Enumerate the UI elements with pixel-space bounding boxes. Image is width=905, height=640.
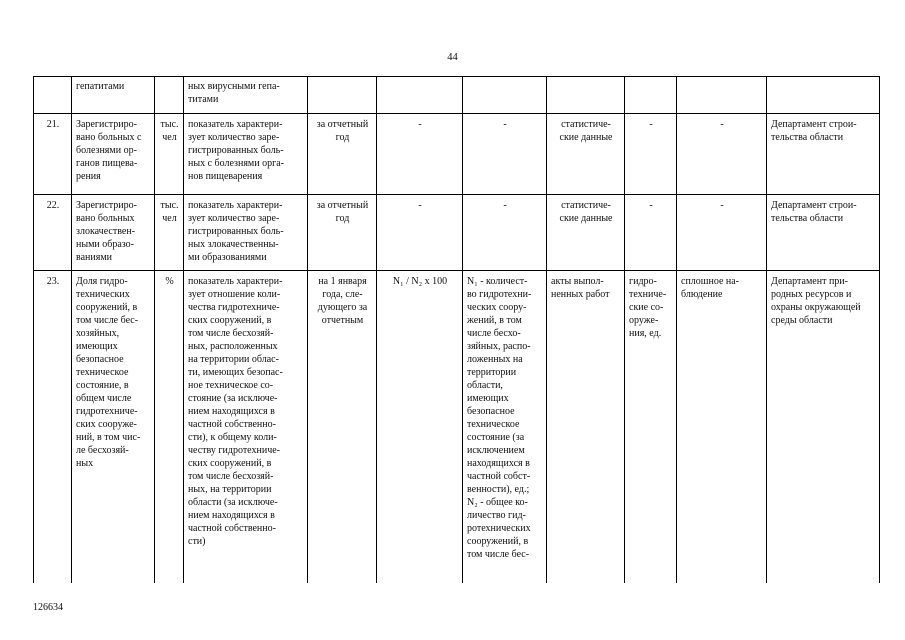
page-number: 44 (447, 52, 458, 63)
cell-source: статистиче- ские данные (547, 195, 625, 271)
cell-unit: тыс. чел (155, 114, 184, 195)
cell-source (547, 77, 625, 114)
cell-unit-of-observation (625, 77, 677, 114)
cell-department: Департамент при- родных ресурсов и охраны окружающей среды области (767, 271, 880, 584)
cell-period: за отчетный год (308, 114, 377, 195)
cell-num: 21. (34, 114, 72, 195)
cell-name: Доля гидро- технических сооружений, в том числе бес- хозяйных, имеющих безопасное техническое состояние, в общем числе гидротехниче- ских сооруже- ний, в том чис- ле бесхозяй- ных (72, 271, 155, 584)
cell-definition: показатель характери- зует количество заре- гистрированных боль- ных злокачественны- ми образованиями (184, 195, 308, 271)
cell-num: 23. (34, 271, 72, 584)
table-row (34, 114, 880, 195)
cell-definition: ных вирусными гепа- титами (184, 77, 308, 114)
cell-name: Зарегистриро- вано больных с болезнями ор- ганов пищева- рения (72, 114, 155, 195)
cell-period (308, 77, 377, 114)
cell-formula: - (377, 195, 463, 271)
cell-formula: - (377, 114, 463, 195)
cell-method: - (677, 114, 767, 195)
cell-formula (377, 77, 463, 114)
cell-variables: - (463, 114, 547, 195)
cell-variables (463, 77, 547, 114)
cell-variables: - (463, 195, 547, 271)
cell-period: за отчетный год (308, 195, 377, 271)
cell-variables: N₁ - количест- во гидротехни- ческих соору- жений, в том числе бесхо- зяйных, распо- ложенных на территории области, имеющих безопасное техническое состояние (за исключением находящихся в частной собст- венности), ед.; N₂ - общее ко- личество гид- ротехнических сооружений, в том числе бес- (463, 271, 547, 584)
cell-num: 22. (34, 195, 72, 271)
cell-source: акты выпол- ненных работ (547, 271, 625, 584)
cell-name: гепатитами (72, 77, 155, 114)
cell-unit-of-observation: - (625, 195, 677, 271)
cell-unit: тыс. чел (155, 195, 184, 271)
document-code: 126634 (33, 602, 63, 613)
table-row (34, 271, 880, 584)
indicator-table (33, 76, 880, 583)
cell-method (677, 77, 767, 114)
table-row (34, 77, 880, 114)
cell-formula: N₁ / N₂ x 100 (377, 271, 463, 584)
cell-department: Департамент строи- тельства области (767, 195, 880, 271)
cell-period: на 1 января года, сле- дующего за отчетным (308, 271, 377, 584)
table-row (34, 195, 880, 271)
cell-unit-of-observation: гидро- техниче- ские со- оруже- ния, ед. (625, 271, 677, 584)
cell-method: сплошное на- блюдение (677, 271, 767, 584)
cell-definition: показатель характери- зует количество заре- гистрированных боль- ных с болезнями орга- нов пищеварения (184, 114, 308, 195)
cell-method: - (677, 195, 767, 271)
cell-department: Департамент строи- тельства области (767, 114, 880, 195)
cell-source: статистиче- ские данные (547, 114, 625, 195)
cell-department (767, 77, 880, 114)
cell-name: Зарегистриро- вано больных злокачествен- ными образо- ваниями (72, 195, 155, 271)
cell-unit-of-observation: - (625, 114, 677, 195)
cell-definition: показатель характери- зует отношение коли- чества гидротехниче- ских сооружений, в том числе бесхозяй- ных, расположенных на территории облас- ти, имеющих безопас- ное техническое со- стояние (за исключе- нием находящихся в частной собственно- сти), к общему коли- честву гидротехниче- ских сооружений, в том числе бесхозяй- ных, на территории области (за исключе- нием находящихся в частной собственно- сти) (184, 271, 308, 584)
cell-unit: % (155, 271, 184, 584)
cell-num (34, 77, 72, 114)
cell-unit (155, 77, 184, 114)
